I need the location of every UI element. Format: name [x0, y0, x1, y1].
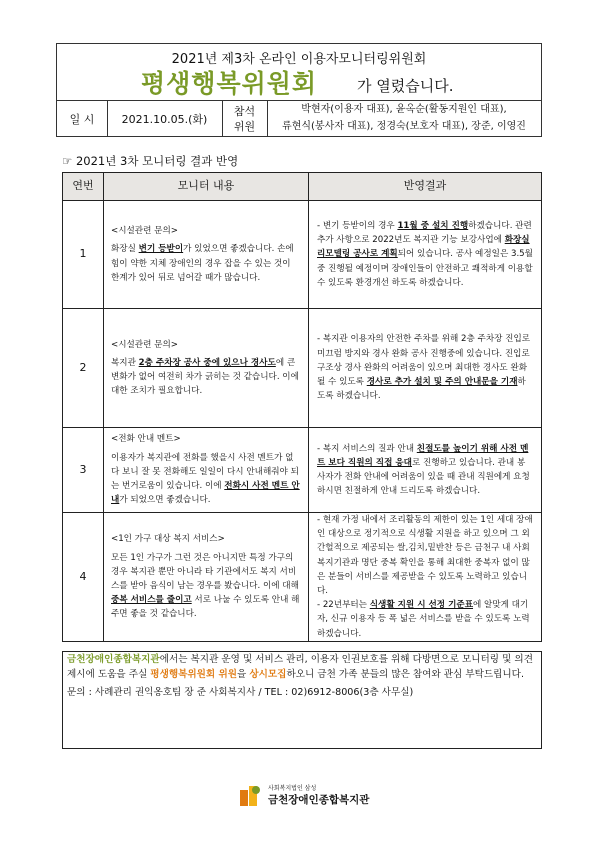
- title-suffix: 가 열렸습니다.: [357, 77, 454, 95]
- meeting-info: [56, 101, 542, 137]
- monitor-content: <1인 가구 대상 복지 서비스> 모든 1인 가구가 그런 것은 아니지만 특정 가구의 경우 복지관 뿐만 아니라 타 기관에서도 복지 서비스를 받아 음식이 남는 경우를 봤습니다. 이에 대해 중복 서비스를 줄이고 서로 나눌 수 있도록 안내 해주면 좋을 것 같습니다.: [104, 513, 309, 642]
- table-row: [63, 201, 542, 309]
- logo-name: 금천장애인종합복지관: [268, 794, 370, 806]
- table-row: [63, 513, 542, 642]
- org-name: 금천장애인종합복지관: [67, 654, 160, 665]
- row-number: 4: [63, 513, 104, 642]
- date-label: 일 시: [57, 101, 108, 136]
- row-number: 1: [63, 201, 104, 309]
- recruit-label: 상시모집: [249, 669, 287, 680]
- header-content: 모니터 내용: [104, 173, 309, 201]
- monitor-content: <시설관련 문의> 화장실 변기 등받이가 있었으면 좋겠습니다. 손에 힘이 약한 지체 장애인의 경우 잡을 수 있는 것이 한계가 있어 뒤로 넘어갈 때가 많습니다.: [104, 201, 309, 309]
- header-result: 반영결과: [309, 173, 542, 201]
- result-content: - 현재 가정 내에서 조리활동의 제한이 있는 1인 세대 장애인 대상으로 정기적으로 식생활 지원을 하고 있으며 그 외 간헐적으로 제공되는 쌀,김치,밑반찬 등은 금천구 내 사회복지기관과 명단 중복 확인을 통해 최대한 중복자 없이 많은 분들이 서비스를 제공받을 수 있도록 노력하고 있습니다. - 22년부터는 식생활 지원 시 선정 기준표에 알맞게 대기자, 신규 이용자 등 폭 넓은 서비스를 받을 수 있도록 노력하겠습니다.: [309, 513, 542, 642]
- monitor-content: <전화 안내 멘트> 이용자가 복지관에 전화를 했을시 사전 멘트가 없다 보니 잘 못 전화해도 일일이 다시 안내해줘야 되는 번거로움이 있습니다. 이에 전화시 사전 멘트 안내가 되었으면 좋겠습니다.: [104, 428, 309, 513]
- logo-subtitle: 사회복지법인 삼성: [268, 785, 317, 792]
- attendee-names: 박현자(이용자 대표), 윤옥순(활동지원인 대표), 류현식(봉사자 대표), 정경숙(보호자 대표), 장준, 이영진: [282, 104, 526, 132]
- attendee-label: 참석 위원: [222, 101, 268, 136]
- recruitment-notice: 금천장애인종합복지관에서는 복지관 운영 및 서비스 관리, 이용자 인권보호를 위해 다방면으로 모니터링 및 의견제시에 도움을 주실 평생행복위원회 위원을 상시모집하오니 금천 가족 분들의 많은 참여와 관심 부탁드립니다. 문의 : 사례관리 권익옹호팀 장 준 사회복지사 / TEL : 02)6912-8006(3층 사무실): [62, 651, 542, 749]
- monitor-content: <시설관련 문의> 복지관 2층 주차장 공사 중에 있으나 경사도에 큰 변화가 없어 여전히 차가 긁히는 것 같습니다. 이에 대한 조치가 필요합니다.: [104, 309, 309, 428]
- row-number: 3: [63, 428, 104, 513]
- result-content: - 복지관 이용자의 안전한 주차를 위해 2층 주차장 진입로 미끄럼 방지와 경사 완화 공사 진행중에 있습니다. 진입로 구조상 경사 완화의 어려움이 있으며 최대한 경사도 완화 될 수 있도록 경사로 추가 설치 및 주의 안내문을 기재하도록 하겠습니다.: [309, 309, 542, 428]
- meeting-date: 2021.10.05.(화): [107, 101, 223, 136]
- table-row: [63, 309, 542, 428]
- title-line1: 2021년 제3차 온라인 이용자모니터링위원회: [171, 52, 427, 67]
- contact-info: 문의 : 사례관리 권익옹호팀 장 준 사회복지사 / TEL : 02)6912-8006(3층 사무실): [67, 687, 414, 698]
- title-box: [56, 43, 542, 101]
- header-number: 연번: [63, 173, 104, 201]
- table-row: [63, 428, 542, 513]
- monitoring-results-table: [62, 172, 542, 642]
- logo-emblem-icon: [238, 784, 262, 808]
- row-number: 2: [63, 309, 104, 428]
- result-content: - 복지 서비스의 질과 안내 친절도를 높이기 위해 사전 멘트 보다 직원의 직접 응대로 진행하고 있습니다. 관내 봉사자가 전화 안내에 어려움이 있을 때 관내 직원에게 요청하시면 친절하게 안내 드리도록 하겠습니다.: [309, 428, 542, 513]
- organization-logo: [238, 783, 398, 811]
- section-title: ☞ 2021년 3차 모니터링 결과 반영: [62, 154, 239, 168]
- result-content: - 변기 등받이의 경우 11월 중 설치 진행하겠습니다. 관련 추가 사항으로 2022년도 복지관 기능 보강사업에 화장실 리모델링 공사로 계획되어 있습니다. 공사 예정일은 3.5월 중 진행될 예정이며 장애인들이 안전하고 쾌적하게 이용할 수 있도록 환경개선 하도록 하겠습니다.: [309, 201, 542, 309]
- committee-title: 평생행복위원회: [141, 69, 318, 98]
- committee-name: 평생행복위원회 위원: [150, 669, 238, 680]
- table-header-row: [63, 173, 542, 201]
